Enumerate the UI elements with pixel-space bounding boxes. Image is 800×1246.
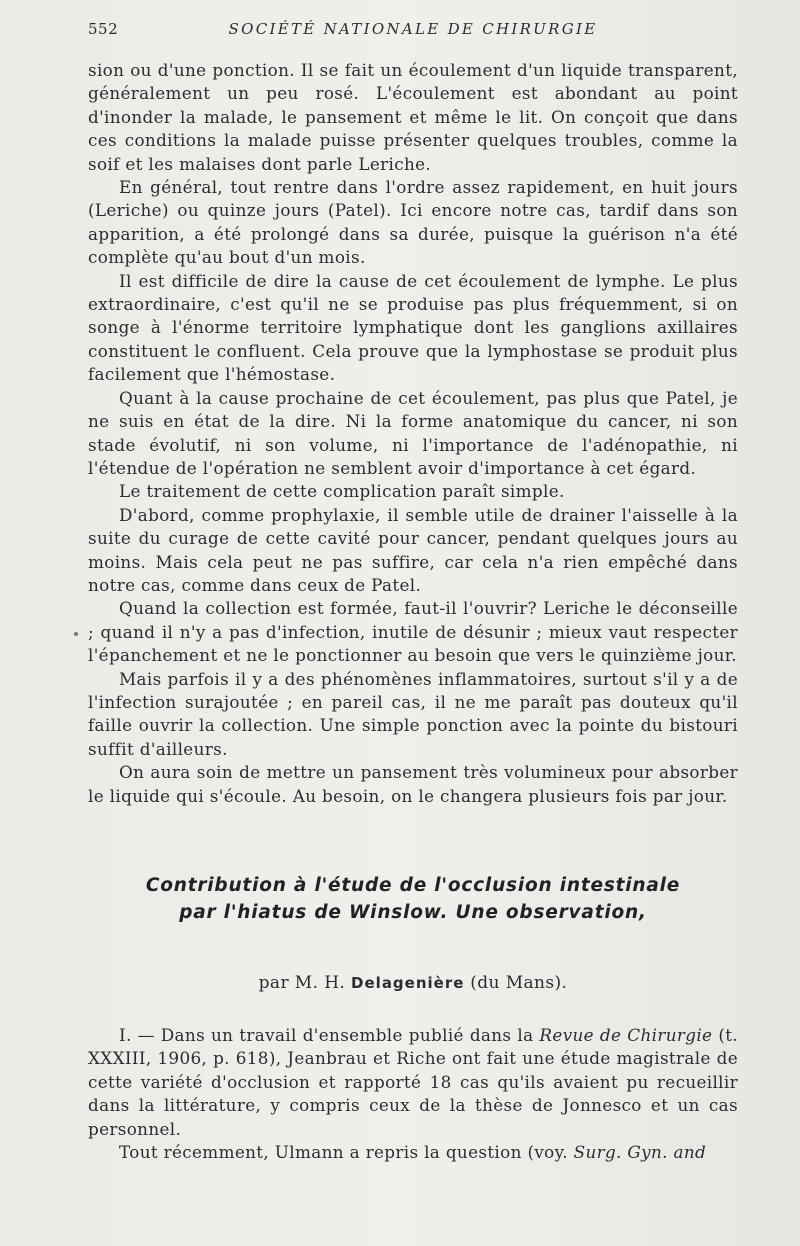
article-section <box>88 872 738 1164</box>
paragraph: D'abord, comme prophylaxie, il semble utile de drainer l'aisselle à la suite du curage de cette cavité pour cancer, pendant quelques jours au moins. Mais cela peut ne pas suffire, car cela n'a rien empêché dans notre cas, comme dans ceux de Patel. <box>88 504 738 595</box>
running-head: SOCIÉTÉ NATIONALE DE CHIRURGIE <box>228 20 598 38</box>
article-title-line: par l'hiatus de Winslow. Une observation, <box>179 902 647 923</box>
body-text <box>88 59 738 808</box>
paragraph: On aura soin de mettre un pansement très volumineux pour absorber le liquide qui s'écoule. Au besoin, on le changera plusieurs fois par jour. <box>88 762 738 806</box>
journal-title: Surg. Gyn. and <box>573 1142 707 1163</box>
article-title-line: Contribution à l'étude de l'occlusion intestinale <box>145 875 681 896</box>
page-header <box>88 20 738 44</box>
paragraph <box>88 1141 738 1164</box>
paragraph: Il est difficile de dire la cause de cet écoulement de lymphe. Le plus extraordinaire, c'est qu'il ne se produise pas plus fréquemment, si on songe à l'énorme territoire lymphatique dont les ganglions axillaires constituent le confluent. Cela prouve que la lymphostase se produit plus facilement que l'hémostase. <box>88 270 738 385</box>
article-title <box>88 872 738 926</box>
text-run: I. — Dans un travail d'ensemble publié dans la <box>119 1025 540 1045</box>
paragraph: En général, tout rentre dans l'ordre assez rapidement, en huit jours (Leriche) ou quinze jours (Patel). Ici encore notre cas, tardif dans son apparition, a été prolongé dans sa durée, puisque la guérison n'a été complète qu'au bout d'un mois. <box>88 177 738 268</box>
paragraph: Le traitement de cette complication paraît simple. <box>119 481 565 502</box>
paragraph: sion ou d'une ponction. Il se fait un écoulement d'un liquide transparent, généralement un peu rosé. L'écoulement est abondant au point d'inonder la malade, le pansement et même le lit. On conçoit que dans ces conditions la malade puisse présenter quelques troubles, comme la soif et les malaises dont parle Leriche. <box>88 60 738 174</box>
byline-suffix: (du Mans). <box>464 973 568 993</box>
byline-author: Delagenière <box>351 974 465 992</box>
paragraph: Quand la collection est formée, faut-il l'ouvrir? Leriche le déconseille ; quand il n'y a pas d'infection, inutile de désunir ; mieux vaut respecter l'épanchement et ne le ponctionner au besoin que vers le quinzième jour. <box>88 598 738 666</box>
text-run: Tout récemment, Ulmann a repris la question (voy. <box>119 1142 574 1163</box>
margin-mark <box>74 632 78 636</box>
article-body <box>88 1024 738 1164</box>
byline <box>88 973 738 993</box>
paragraph: Quant à la cause prochaine de cet écoulement, pas plus que Patel, je ne suis en état de la dire. Ni la forme anatomique du cancer, ni son stade évolutif, ni son volume, ni l'importance de l'adénopathie, ni l'étendue de l'opération ne semblent avoir d'importance à cet égard. <box>88 387 738 478</box>
paragraph <box>88 1024 738 1141</box>
paragraph: Mais parfois il y a des phénomènes inflammatoires, surtout s'il y a de l'infection surajoutée ; en pareil cas, il ne me paraît pas douteux qu'il faille ouvrir la collection. Une simple ponction avec la pointe du bistouri suffit d'ailleurs. <box>88 668 738 759</box>
text-run: (t. XXXIII, 1906, p. 618), Jeanbrau et Riche ont fait une étude magistrale de cette variété d'occlusion et rapporté 18 cas qu'ils avaient pu recueillir dans la littérature, y compris ceux de la thèse de Jonnesco et un cas personnel. <box>88 1025 738 1139</box>
byline-prefix: par M. H. <box>258 973 352 993</box>
page-number: 552 <box>88 20 119 38</box>
journal-title: Revue de Chirurgie <box>539 1025 713 1045</box>
